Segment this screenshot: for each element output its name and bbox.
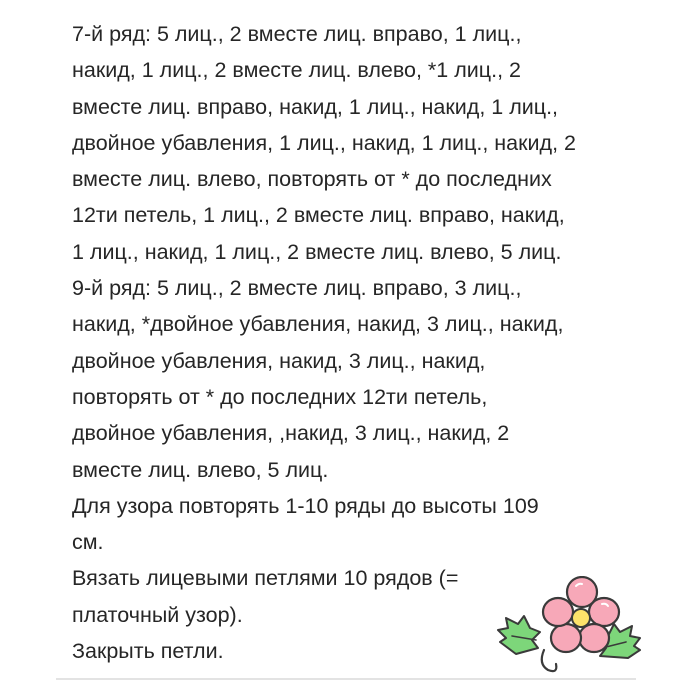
text-line: вместе лиц. влево, 5 лиц. — [72, 457, 329, 482]
pattern-instructions — [72, 16, 632, 669]
text-line: 12ти петель, 1 лиц., 2 вместе лиц. вправо, накид, — [72, 203, 565, 228]
text-line: 7-й ряд: 5 лиц., 2 вместе лиц. вправо, 1 лиц., — [72, 22, 522, 46]
text-line: накид, 1 лиц., 2 вместе лиц. влево, *1 лиц., 2 — [72, 58, 521, 83]
text-line: платочный узор). — [72, 602, 243, 627]
text-line: см. — [72, 530, 104, 555]
text-line: Для узора повторять 1-10 ряды до высоты 109 — [72, 493, 539, 518]
text-line: 9-й ряд: 5 лиц., 2 вместе лиц. вправо, 3 лиц., — [72, 276, 522, 301]
text-line: двойное убавления, накид, 3 лиц., накид, — [72, 348, 486, 373]
text-line: накид, *двойное убавления, накид, 3 лиц., накид, — [72, 312, 564, 337]
text-line: Вязать лицевыми петлями 10 рядов (= — [72, 566, 459, 591]
flower-center-icon — [572, 609, 590, 627]
text-line: двойное убавления, 1 лиц., накид, 1 лиц., накид, 2 — [72, 130, 577, 155]
document-page — [56, 6, 636, 680]
text-line: 1 лиц., накид, 1 лиц., 2 вместе лиц. влево, 5 лиц. — [72, 239, 562, 264]
stem-icon — [542, 650, 557, 671]
flower-with-leaves-icon — [482, 576, 642, 676]
text-line: повторять от * до последних 12ти петель, — [72, 384, 488, 409]
text-line: вместе лиц. вправо, накид, 1 лиц., накид, 1 лиц., — [72, 94, 559, 119]
left-leaf-icon — [498, 616, 540, 654]
text-line: вместе лиц. влево, повторять от * до последних — [72, 167, 552, 192]
text-line: двойное убавления, ,накид, 3 лиц., накид, 2 — [72, 421, 510, 446]
text-line: Закрыть петли. — [72, 639, 224, 664]
